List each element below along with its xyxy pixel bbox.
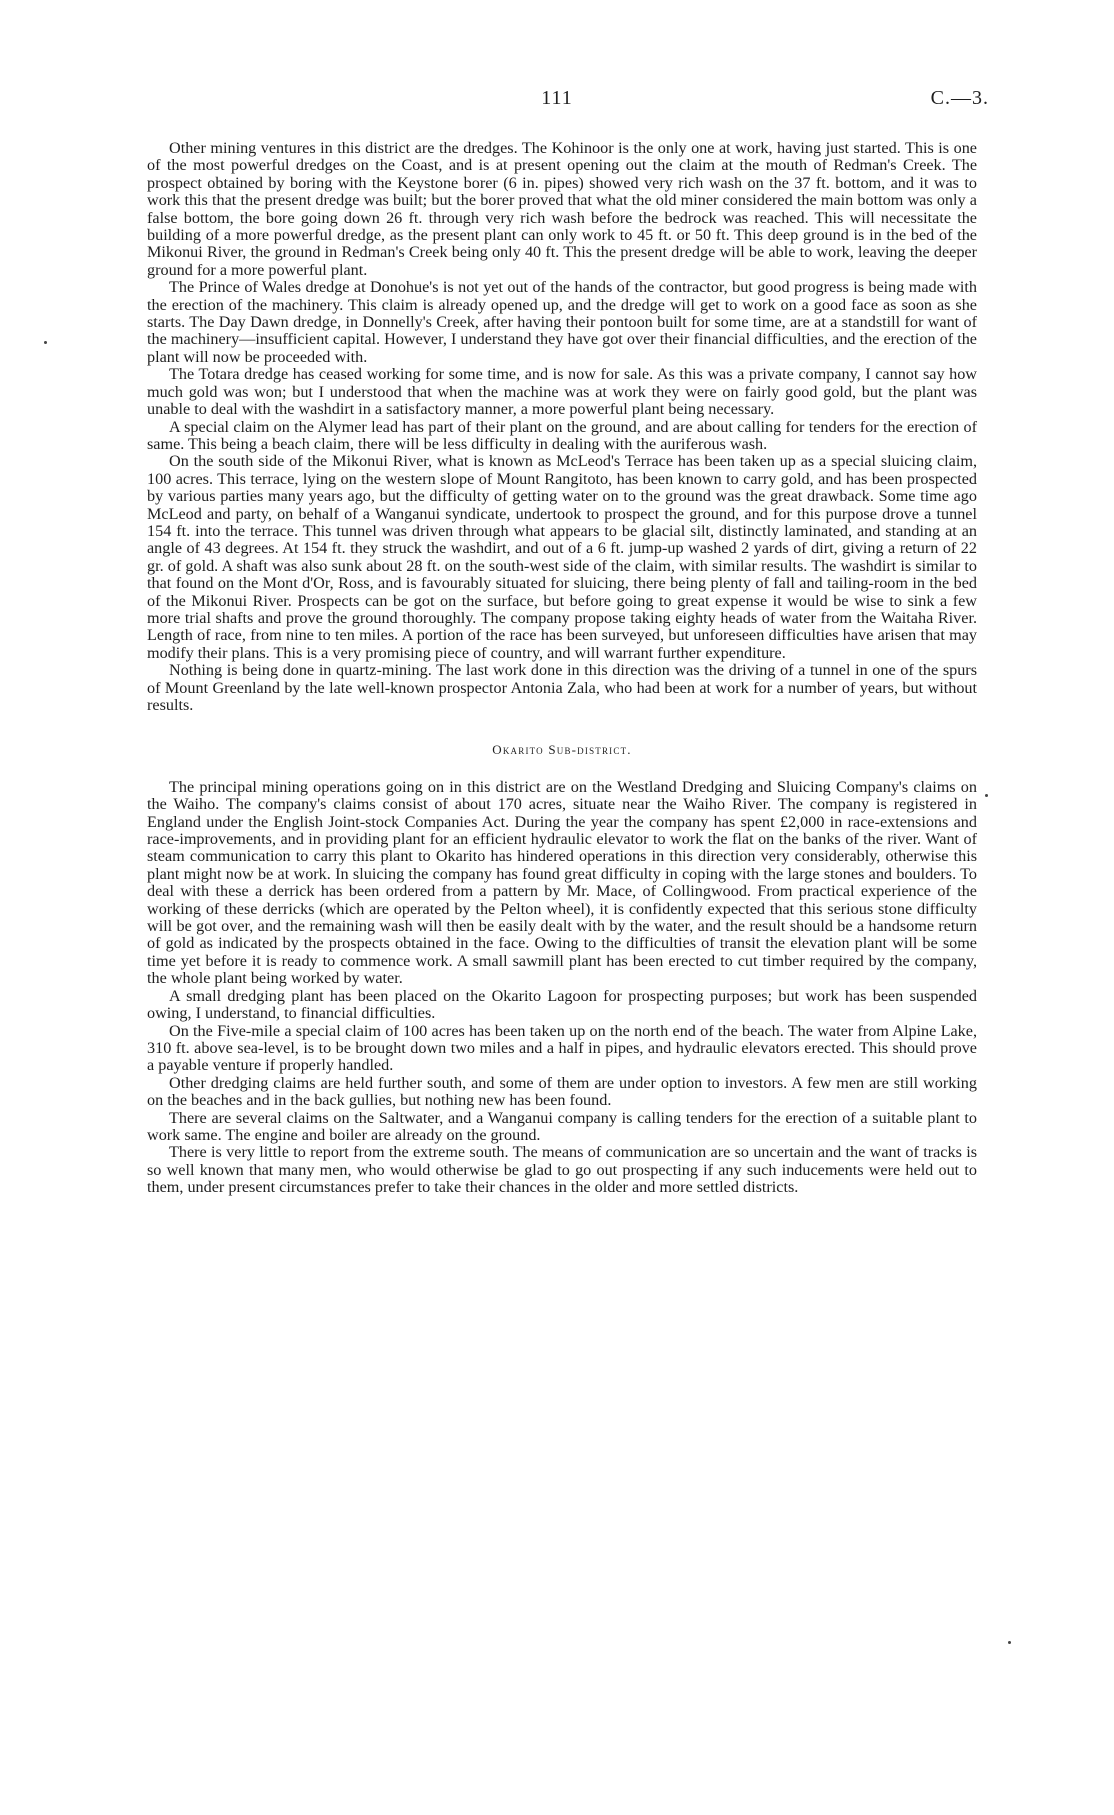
- paragraph: There is very little to report from the extreme south. The means of communication are so uncertain and the want of tracks is so well known that many men, who would otherwise be glad to go out prospecting if any such inducements were held out to them, under present circumstances prefer to take their chances in the older and more settled districts.: [147, 1143, 977, 1197]
- section-heading: Okarito Sub-district.: [492, 742, 632, 758]
- report-body: [147, 140, 977, 1197]
- paragraph: On the south side of the Mikonui River, what is known as McLeod's Terrace has been taken up as a special sluicing claim, 100 acres. This terrace, lying on the western slope of Mount Rangitoto, has been known to carry gold, and has been prospected by various parties many years ago, but the difficulty of getting water on to the ground was the great drawback. Some time ago McLeod and party, on behalf of a Wanganui syndicate, undertook to prospect the ground, and for this purpose drove a tunnel 154 ft. into the terrace. This tunnel was driven through what appears to be glacial silt, distinctly laminated, and standing at an angle of 43 degrees. At 154 ft. they struck the washdirt, and out of a 6 ft. jump-up washed 2 yards of dirt, giving a return of 22 gr. of gold. A shaft was also sunk about 28 ft. on the south-west side of the claim, with similar results. The washdirt is similar to that found on the Mont d'Or, Ross, and is favourably situated for sluicing, there being plenty of fall and tailing-room in the bed of the Mikonui River. Prospects can be got on the surface, but before going to great expense it would be wise to sink a few more trial shafts and prove the ground thoroughly. The company propose taking eighty heads of water from the Waitaha River. Length of race, from nine to ten miles. A portion of the race has been surveyed, but unforeseen difficulties have arisen that may modify their plans. This is a very promising piece of country, and will warrant further expenditure.: [147, 452, 977, 662]
- paragraph: Other mining ventures in this district are the dredges. The Kohinoor is the only one at work, having just started. This is one of the most powerful dredges on the Coast, and is at present opening out the claim at the mouth of Redman's Creek. The prospect obtained by boring with the Keystone borer (6 in. pipes) showed very rich wash on the 37 ft. bottom, and it was to work this that the present dredge was built; but the borer proved that what the old miner considered the main bottom was only a false bottom, the bore going down 26 ft. through very rich wash before the bedrock was reached. This will necessitate the building of a more powerful dredge, as the present plant can only work to 45 ft. or 50 ft. This deep ground is in the bed of the Mikonui River, the ground in Redman's Creek being only 40 ft. This the present dredge will be able to work, leaving the deeper ground for a more powerful plant.: [147, 139, 977, 279]
- paragraph: Nothing is being done in quartz-mining. The last work done in this direction was the driving of a tunnel in one of the spurs of Mount Greenland by the late well-known prospector Antonia Zala, who had been at work for a number of years, but without results.: [147, 661, 977, 714]
- paragraph: A special claim on the Alymer lead has part of their plant on the ground, and are about calling for tenders for the erection of same. This being a beach claim, there will be less difficulty in dealing with the auriferous wash.: [147, 417, 977, 453]
- page-number: 111: [541, 87, 573, 109]
- paragraph: A small dredging plant has been placed on the Okarito Lagoon for prospecting purposes; but work has been suspended owing, I understand, to financial difficulties.: [147, 986, 977, 1023]
- paragraph: The Prince of Wales dredge at Donohue's is not yet out of the hands of the contractor, but good progress is being made with the erection of the machinery. This claim is already opened up, and the dredge will get to work on a good face as soon as she starts. The Day Dawn dredge, in Donnelly's Creek, after having their pontoon built for some time, are at a standstill for want of the machinery—insufficient capital. However, I understand they have got over their financial difficulties, and the erection of the plant will now be proceeded with.: [147, 278, 977, 366]
- margin-mark: [1008, 1641, 1011, 1644]
- paragraph: There are several claims on the Saltwater, and a Wanganui company is calling tenders for the erection of a suitable plant to work same. The engine and boiler are already on the ground.: [147, 1108, 977, 1144]
- paragraph: The Totara dredge has ceased working for some time, and is now for sale. As this was a private company, I cannot say how much gold was won; but I understood that when the machine was at work they were on fairly good gold, but the plant was unable to deal with the washdirt in a satisfactory manner, a more powerful plant being necessary.: [147, 365, 977, 419]
- margin-mark: [44, 341, 47, 344]
- paragraph: On the Five-mile a special claim of 100 acres has been taken up on the north end of the beach. The water from Alpine Lake, 310 ft. above sea-level, is to be brought down two miles and a half in pipes, and hydraulic elevators erected. This should prove a payable venture if properly handled.: [147, 1021, 977, 1075]
- margin-mark: [985, 794, 988, 797]
- document-reference: C.—3.: [930, 87, 989, 109]
- paragraph: Other dredging claims are held further south, and some of them are under option to investors. A few men are still working on the beaches and in the back gullies, but nothing new has been found.: [147, 1073, 977, 1110]
- paragraph: The principal mining operations going on in this district are on the Westland Dredging and Sluicing Company's claims on the Waiho. The company's claims consist of about 170 acres, situate near the Waiho River. The company is registered in England under the English Joint-stock Companies Act. During the year the company has spent £2,000 in race-extensions and race-improvements, and in providing plant for an efficient hydraulic elevator to work the flat on the banks of the river. Want of steam communication to carry this plant to Okarito has hindered operations in this direction very considerably, otherwise this plant might now be at work. In sluicing the company has found great difficulty in coping with the large stones and boulders. To deal with these a derrick has been ordered from a pattern by Mr. Mace, of Collingwood. From practical experience of the working of these derricks (which are operated by the Pelton wheel), it is confidently expected that this serious stone difficulty will be got over, and the remaining wash will then be easily dealt with by the water, and the result should be a handsome return of gold as indicated by the prospects obtained in the face. Owing to the difficulties of transit the elevation plant will be some time yet before it is ready to commence work. A small sawmill plant has been erected to cut timber required by the company, the whole plant being worked by water.: [147, 777, 977, 988]
